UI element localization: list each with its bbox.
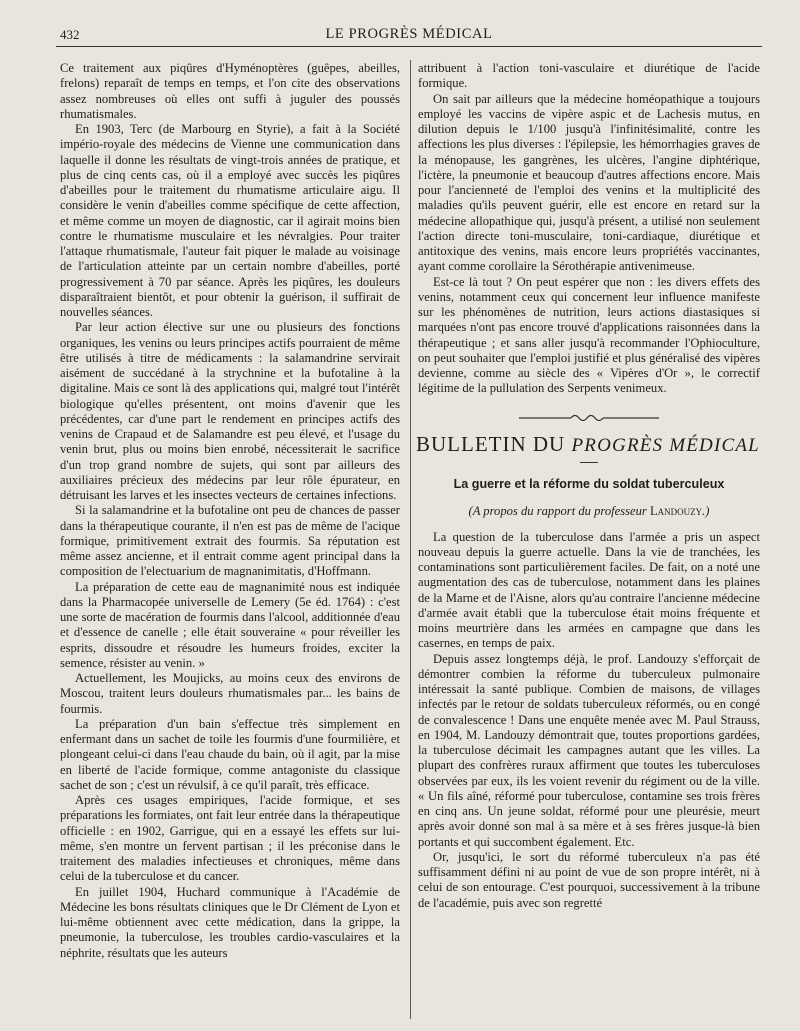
page-header (56, 26, 762, 47)
paragraph: Après ces usages empiriques, l'acide formique, et ses préparations les formiates, ont fait leur entrée dans la thérapeutique officielle : en 1902, Garrigue, qui en a essayé les effets sur lui-même, s'en montre un fervent partisan ; il les préconise dans le traitement des maladies infectieuses et chroniques, même dans celui de la tuberculose et du cancer. (60, 793, 400, 884)
heading-dash (580, 462, 598, 463)
bulletin-prefix: BULLETIN DU (416, 431, 566, 456)
ornament-divider (519, 413, 659, 423)
paragraph: La préparation de cette eau de magnanimité nous est indiquée dans la Pharmacopée universelle de Lemery (5e éd. 1764) : c'est une sorte de macération de fourmis dans l'alcool, additionnée d'eau et d'essence de canelle ; elle était souveraine « pour réveiller les esprits, dissoudre et résoudre les humeurs froides, exciter la semence, résister au venin. » (60, 579, 400, 670)
author-name: Landouzy (649, 504, 703, 519)
paragraph: Par leur action élective sur une ou plusieurs des fonctions organiques, les venins ou leurs principes actifs pourraient de même être utilisés à titre de médicaments : la salamandrine servirait aisément de succédané à la strychnine et la bufotaline à la digitaline. Mais ce sont là des applications qui, malgré tout l'intérêt biologique qu'elles présentent, ont moins d'avenir que les précédentes, car d'une part le rendement en principes actifs des venins de Crapaud et de Salamandre est peu élevé, et l'usage du venin brut, plus ou moins bien enrobé, nécessiterait le sacrifice d'un trop grand nombre de sujets, qui sont par ailleurs des auxiliaires précieux des médecins par leur rôle épurateur, en détruisant les larves et les insectes vecteurs de certaines infections. (60, 320, 400, 502)
paragraph: La préparation d'un bain s'effectue très simplement en enfermant dans un sachet de toile les fourmis d'une fourmilière, et plongeant celui-ci dans l'eau chaude du bain, où il agit, par la mise en liberté de l'acide formique, comme antagoniste du classique sachet de son ; c'est un révulsif, à ce qu'il paraît, très efficace. (60, 716, 400, 792)
column-divider (410, 60, 411, 1019)
journal-title: LE PROGRÈS MÉDICAL (325, 26, 493, 42)
subtitle-text: (A propos du rapport du professeur (468, 504, 647, 519)
bulletin-heading (416, 431, 760, 456)
page-number: 432 (60, 27, 80, 42)
paragraph: Actuellement, les Moujicks, au moins ceux des environs de Moscou, traitent leurs douleurs rhumatismales par... les bains de fourmis. (60, 671, 400, 716)
bulletin-journal-name: PROGRÈS MÉDICAL (571, 434, 760, 456)
subtitle-close: .) (702, 504, 710, 519)
paragraph: Depuis assez longtemps déjà, le prof. Landouzy s'efforçait de démontrer combien la réforme du tuberculeux pulmonaire intéressait la santé publique. Combien de maisons, de villages infectés par le retour de soldats tuberculeux réformés, ou en congé de convalescence ! Dans une enquête menée avec M. Paul Strauss, en 1904, M. Landouzy démontrait que, toutes proportions gardées, la tuberculose décimait les campagnes autant que les villes. La plupart des confrères ruraux affirment que toutes les tuberculoses observées par eux, ils les voient revenir du régiment ou de la ville. « Un fils aîné, réformé pour tuberculose, contamine ses trois frères en cinq ans. Un jeune soldat, réformé pour une pleurésie, meurt après avoir donné son mal à sa mère et à ses frères jusque-là bien portants et qui succombent également. Etc. (418, 651, 760, 849)
right-column (418, 61, 760, 911)
article-title: La guerre et la réforme du soldat tuberculeux (453, 477, 725, 492)
paragraph: Ce traitement aux piqûres d'Hyménoptères (guêpes, abeilles, frelons) reparaît de temps en temps, et l'on cite des observations assez nombreuses où elles ont suffi à juguler des poussés rhumatismales. (60, 61, 400, 121)
paragraph: En 1903, Terc (de Marbourg en Styrie), a fait à la Société império-royale des médecins de Vienne une communication dans laquelle il donne les résultats de vingt-trois années de pratique, et plus de cinq cents cas, où il a employé avec succès les piqûres d'abeilles pour le traitement du rhumatisme articulaire aigu. Il considère le venin d'abeilles comme spécifique de cette affection, et même comme un moyen de diagnostic, car il agirait moins bien contre le rhumatisme musculaire et les névralgies. Pour traiter l'attaque rhumatismale, l'auteur fait piquer le malade au voisinage de l'articulation atteinte par un certain nombre d'abeilles, porté progressivement à 70 par séance. Après les piqûres, les douleurs disparaîtraient bientôt, et pour obtenir la guérison, il suffirait de nouvelles séances. (60, 122, 400, 319)
paragraph: La question de la tuberculose dans l'armée a pris un aspect nouveau depuis la guerre actuelle. Dans la vie de tranchées, les contaminations sont particulièrement faciles. De fait, on a noté une augmentation des cas de tuberculose, notamment dans les plaines de la Marne et de l'Aisne, alors qu'au contraire l'ancienne médecine d'armée avait établi que la tuberculose était moins fréquente et moins meurtrière dans les armées en campagne que dans les casernes, en temps de paix. (418, 529, 760, 651)
paragraph: En juillet 1904, Huchard communique à l'Académie de Médecine les bons résultats cliniques que le Dr Clément de Lyon et lui-même obtiennent avec cette médication, dans la grippe, la pneumonie, la tuberculose, les troubles cardio-vasculaires et la néphrite, résultats que les auteurs (60, 884, 400, 960)
left-column (60, 61, 400, 961)
article-subtitle (418, 504, 760, 519)
paragraph: Or, jusqu'ici, le sort du réformé tuberculeux n'a pas été suffisamment défini ni au point de vue de son propre intérêt, ni à celui de son entourage. C'est pourquoi, successivement à la tribune de l'académie, puis avec son regretté (418, 849, 760, 910)
paragraph: On sait par ailleurs que la médecine homéopathique a toujours employé les vaccins de vipère aspic et de Lachesis mutus, en dilution depuis le 1/100 jusqu'à l'infinitésimalité, contre les affections les plus diverses : l'épilepsie, les hémorrhagies graves de la ménopause, les gangrènes, les ulcères, l'angine diphtérique, l'ictère, la pneumonie et beaucoup d'autres affections encore. Mais pour l'ancienneté de l'emploi des venins et la multiplicité des maladies qu'ils peuvent guérir, elle est encore en retard sur la médecine allopathique qui, jusqu'à présent, a utilisé non seulement l'action directe toni-musculaire, toni-cardiaque, diurétique et antitoxique des venins, mais encore leurs propriétés vaccinantes, ayant comme corollaire la Sérothérapie antivenimeuse. (418, 91, 760, 274)
paragraph: attribuent à l'action toni-vasculaire et diurétique de l'acide formique. (418, 61, 760, 91)
paragraph: Si la salamandrine et la bufotaline ont peu de chances de passer dans la thérapeutique courante, il n'en est pas de même de l'acique formique, primitivement extrait des fourmis. Sa réputation est même assez ancienne, et il entrait comme agent principal dans la composition de l'electuarium de magnanimitatis, d'Hoffmann. (60, 503, 400, 579)
paragraph: Est-ce là tout ? On peut espérer que non : les divers effets des venins, notamment ceux qui concernent leur influence manifeste sur les phénomènes de nutrition, leurs actions diastasiques si marquées n'ont pas encore trouvé d'applications raisonnées dans la thérapeutique ; et sans aller jusqu'à recommander l'Ophioculture, on peut souhaiter que l'emploi justifié et plus généralisé des vipères devienne, comme au siècle des « Vipères d'Or », le correctif légitime de la pullulation des Serpents venimeux. (418, 274, 760, 396)
